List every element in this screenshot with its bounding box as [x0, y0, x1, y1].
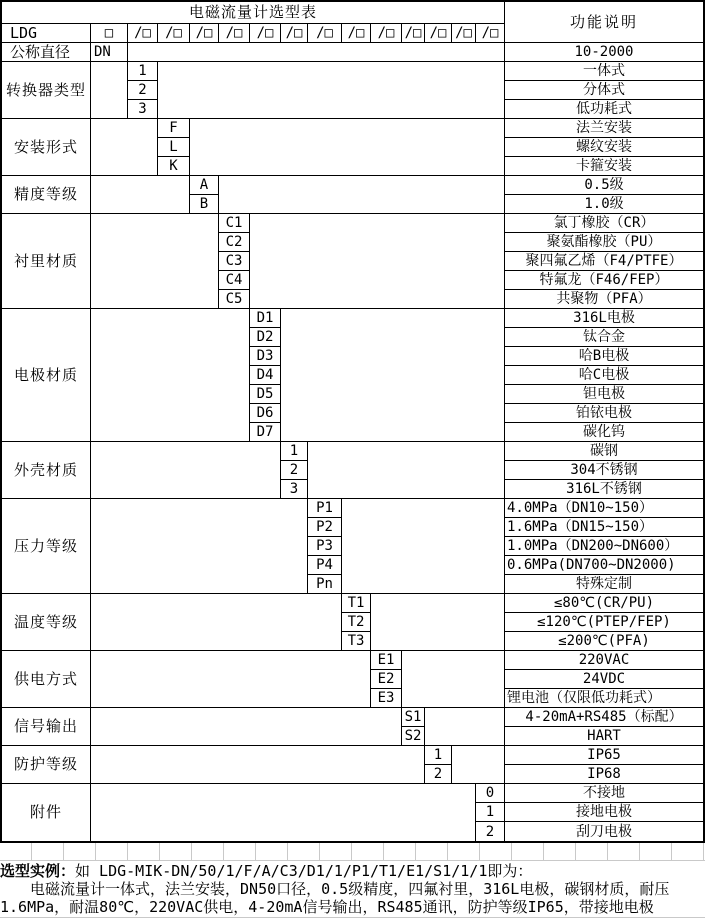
- code-cell: 2: [425, 765, 452, 784]
- blank-cell: [91, 442, 281, 499]
- function-cell: 316L不锈钢: [505, 480, 703, 499]
- code-cell: 3: [281, 480, 308, 499]
- code-cell: S2: [402, 727, 425, 746]
- function-cell: 特氟龙（F46/FEP）: [505, 271, 703, 290]
- code-cell: 0: [476, 784, 505, 803]
- category-label: 安装形式: [2, 119, 91, 176]
- blank-cell: [190, 119, 505, 176]
- blank-cell: [219, 176, 505, 214]
- blank-cell: [425, 708, 505, 746]
- code-cell: 1: [281, 442, 308, 461]
- code-cell: 1: [476, 803, 505, 822]
- ldg-label: LDG: [2, 24, 91, 43]
- blank-cell: [128, 43, 505, 62]
- function-cell: 24VDC: [505, 670, 703, 689]
- dn-code: DN: [91, 43, 128, 62]
- model-box: □: [91, 24, 128, 43]
- category-label: 防护等级: [2, 746, 91, 784]
- code-cell: D1: [250, 309, 281, 328]
- category-label: 温度等级: [2, 594, 91, 651]
- code-cell: L: [158, 138, 190, 157]
- code-cell: P2: [308, 518, 342, 537]
- blank-cell: [250, 214, 505, 309]
- function-cell: 0.5级: [505, 176, 703, 195]
- function-cell: 分体式: [505, 81, 703, 100]
- function-cell: 碳化钨: [505, 423, 703, 442]
- function-cell: 1.0MPa（DN200~DN600）: [505, 537, 703, 556]
- blank-cell: [281, 309, 505, 442]
- function-cell: 一体式: [505, 62, 703, 81]
- category-label: 衬里材质: [2, 214, 91, 309]
- code-cell: 2: [281, 461, 308, 480]
- function-cell: 聚四氟乙烯（F4/PTFE）: [505, 252, 703, 271]
- function-cell: 220VAC: [505, 651, 703, 670]
- blank-cell: [91, 784, 476, 841]
- blank-cell: [91, 499, 308, 594]
- code-cell: D7: [250, 423, 281, 442]
- function-cell: 法兰安装: [505, 119, 703, 138]
- model-slot-box: /□: [158, 24, 190, 43]
- selection-example: [0, 861, 705, 916]
- blank-cell: [91, 594, 342, 651]
- blank-cell: [402, 651, 505, 708]
- blank-cell: [91, 176, 190, 214]
- blank-cell: [91, 746, 425, 784]
- function-cell: 特殊定制: [505, 575, 703, 594]
- function-cell: 不接地: [505, 784, 703, 803]
- function-cell: 卡箍安装: [505, 157, 703, 176]
- code-cell: P3: [308, 537, 342, 556]
- function-cell: 刮刀电极: [576, 823, 632, 840]
- code-cell: B: [190, 195, 219, 214]
- code-cell: D6: [250, 404, 281, 423]
- blank-cell: [308, 442, 505, 499]
- code-cell: D5: [250, 385, 281, 404]
- example-code-text: 如 LDG-MIK-DN/50/1/F/A/C3/D1/1/P1/T1/E1/S1/1/1即为：: [75, 862, 533, 880]
- example-description-line-2: 1.6MPa，耐温80℃，220VAC供电，4-20mA信号输出，RS485通讯，防护等级IP65，带接地电极: [0, 898, 654, 916]
- category-label: 信号输出: [2, 708, 91, 746]
- blank-cell: [342, 499, 505, 594]
- function-cell: 低功耗式: [505, 100, 703, 119]
- model-slot-box: /□: [371, 24, 402, 43]
- function-cell: 1.6MPa（DN15~150）: [505, 518, 703, 537]
- function-cell: 哈B电极: [505, 347, 703, 366]
- table-title: 电磁流量计选型表: [2, 2, 505, 24]
- model-slot-box: /□: [452, 24, 476, 43]
- category-label: 附件: [2, 784, 91, 841]
- code-cell: E2: [371, 670, 402, 689]
- model-slot-box: /□: [402, 24, 425, 43]
- code-cell: S1: [402, 708, 425, 727]
- function-cell: ≤120℃(PTEP/FEP): [505, 613, 703, 632]
- function-cell: 1.0级: [505, 195, 703, 214]
- code-cell: T3: [342, 632, 371, 651]
- code-cell: K: [158, 157, 190, 176]
- spreadsheet-gridlines-row: [0, 843, 705, 861]
- category-label: 电极材质: [2, 309, 91, 442]
- category-label: 压力等级: [2, 499, 91, 594]
- function-cell: 氯丁橡胶（CR）: [505, 214, 703, 233]
- code-cell: D3: [250, 347, 281, 366]
- code-cell: C2: [219, 233, 250, 252]
- code-cell: 3: [128, 100, 158, 119]
- code-cell: E3: [371, 689, 402, 708]
- category-label: 外壳材质: [2, 442, 91, 499]
- model-slot-box: /□: [342, 24, 371, 43]
- function-cell: 钛合金: [505, 328, 703, 347]
- function-cell: ≤80℃(CR/PU): [505, 594, 703, 613]
- function-cell: IP65: [505, 746, 703, 765]
- blank-cell: [91, 708, 402, 746]
- dn-function: 10-2000: [505, 43, 703, 62]
- code-cell: E1: [371, 651, 402, 670]
- blank-cell: [91, 309, 250, 442]
- code-cell: D4: [250, 366, 281, 385]
- blank-cell: [91, 651, 371, 708]
- model-slot-box: /□: [250, 24, 281, 43]
- function-cell: HART: [505, 727, 703, 746]
- model-slot-box: /□: [281, 24, 308, 43]
- function-cell: 4-20mA+RS485（标配）: [505, 708, 703, 727]
- function-cell: 304不锈钢: [505, 461, 703, 480]
- blank-cell: [158, 62, 505, 119]
- function-cell: 铂铱电极: [505, 404, 703, 423]
- function-cell: ≤200℃(PFA): [505, 632, 703, 651]
- category-label: 转换器类型: [2, 62, 91, 119]
- code-cell: P1: [308, 499, 342, 518]
- model-slot-box: /□: [128, 24, 158, 43]
- model-slot-box: /□: [476, 24, 505, 43]
- code-cell: F: [158, 119, 190, 138]
- model-slot-box: /□: [425, 24, 452, 43]
- code-cell: T2: [342, 613, 371, 632]
- code-cell: C4: [219, 271, 250, 290]
- category-label: 供电方式: [2, 651, 91, 708]
- code-cell: Pn: [308, 575, 342, 594]
- function-cell: 钽电极: [505, 385, 703, 404]
- model-slot-box: /□: [219, 24, 250, 43]
- dn-label: 公称直径: [2, 43, 91, 62]
- example-heading-line: [0, 862, 705, 880]
- blank-cell: [452, 746, 505, 784]
- code-cell: 1: [128, 62, 158, 81]
- model-slot-box: /□: [308, 24, 342, 43]
- blank-cell: [91, 214, 219, 309]
- example-description-line-1: 电磁流量计一体式，法兰安装，DN50口径，0.5级精度，四氟衬里，316L电极，碳钢材质，耐压: [30, 880, 670, 898]
- function-cell: 碳钢: [505, 442, 703, 461]
- function-cell: 接地电极: [505, 803, 703, 822]
- model-slot-box: /□: [190, 24, 219, 43]
- code-cell: 2: [476, 822, 505, 841]
- function-cell: 4.0MPa（DN10~150）: [505, 499, 703, 518]
- function-cell: 哈C电极: [505, 366, 703, 385]
- blank-cell: [91, 62, 128, 119]
- function-cell: 螺纹安装: [505, 138, 703, 157]
- function-cell: 共聚物（PFA）: [505, 290, 703, 309]
- function-cell: 聚氨酯橡胶（PU）: [505, 233, 703, 252]
- code-cell: 2: [128, 81, 158, 100]
- code-cell: P4: [308, 556, 342, 575]
- blank-cell: [91, 119, 158, 176]
- function-cell: 316L电极: [505, 309, 703, 328]
- code-cell: C5: [219, 290, 250, 309]
- function-column-header: 功能说明: [505, 2, 703, 43]
- code-cell: C1: [219, 214, 250, 233]
- example-heading-label: 选型实例：: [0, 862, 76, 880]
- code-cell: D2: [250, 328, 281, 347]
- function-cell: 锂电池（仅限低功耗式）: [505, 689, 703, 708]
- code-cell: 1: [425, 746, 452, 765]
- function-cell: IP68: [505, 765, 703, 784]
- blank-cell: [371, 594, 505, 651]
- code-cell: A: [190, 176, 219, 195]
- code-cell: C3: [219, 252, 250, 271]
- code-cell: T1: [342, 594, 371, 613]
- function-cell: 0.6MPa(DN700~DN2000): [505, 556, 703, 575]
- category-label: 精度等级: [2, 176, 91, 214]
